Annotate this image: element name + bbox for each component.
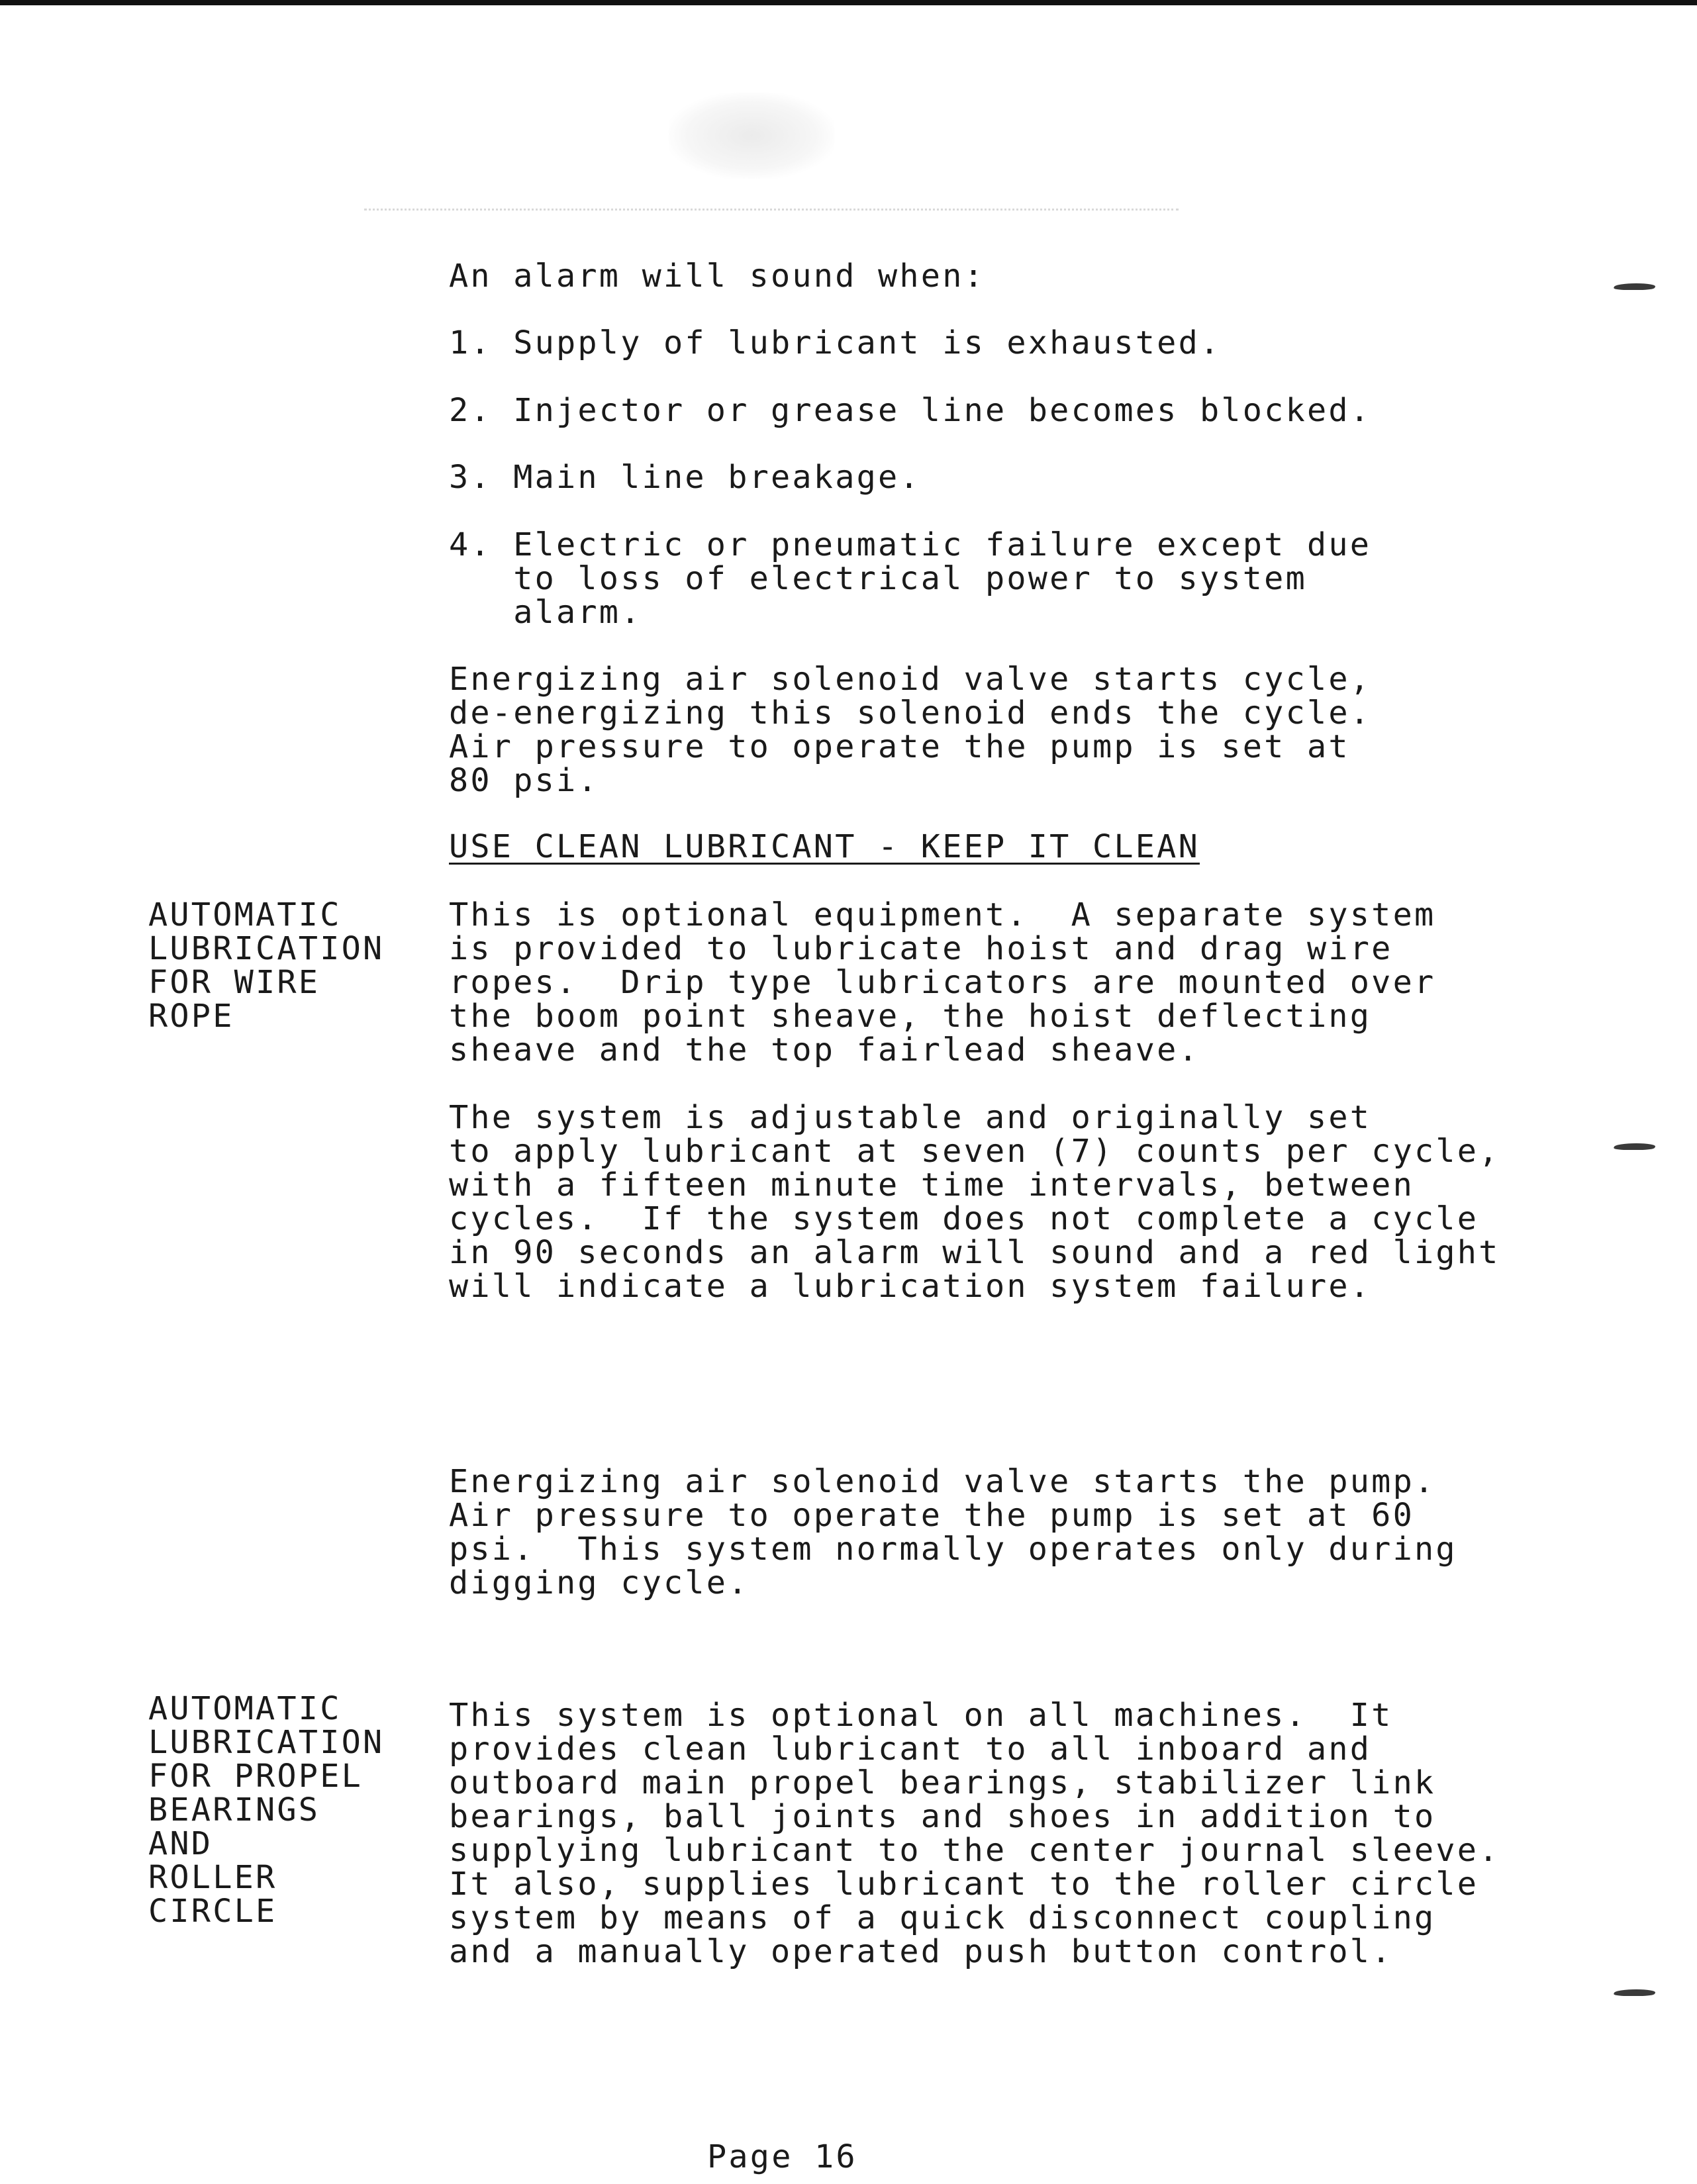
wire-rope-paragraph: The system is adjustable and originally set to apply lubricant at seven (7) counts per cycle, with a fifteen minute time intervals, between cycles. If the system does not complete a cycle in 90 seconds an alarm will sound and a red light will indicate a lubrication system failure.: [449, 1099, 1500, 1305]
page-number: Page 16: [707, 2138, 857, 2175]
alarm-list-item: 4. Electric or pneumatic failure except due to loss of electrical power to system alarm.: [449, 526, 1372, 631]
side-heading-propel: AUTOMATIC LUBRICATION FOR PROPEL BEARINGS AND ROLLER CIRCLE: [148, 1690, 385, 1930]
binder-hole-mark: [1613, 1989, 1657, 1996]
alarm-list-item: 3. Main line breakage.: [449, 459, 921, 496]
wire-rope-paragraph: Energizing air solenoid valve starts the pump. Air pressure to operate the pump is set at 60 psi. This system normally operates only during digging cycle.: [449, 1463, 1457, 1601]
top-edge-rule: [0, 0, 1697, 5]
side-heading-wire-rope: AUTOMATIC LUBRICATION FOR WIRE ROPE: [148, 896, 385, 1035]
faded-header-line: [364, 209, 1179, 213]
wire-rope-paragraph: This is optional equipment. A separate system is provided to lubricate hoist and drag wire ropes. Drip type lubricators are mounted over the boom point sheave, the hoist deflecting sheave and the top fairlead sheave.: [449, 896, 1436, 1068]
binder-hole-mark: [1613, 283, 1657, 290]
alarm-list-item: 2. Injector or grease line becomes blocked.: [449, 392, 1372, 429]
clean-lubricant-heading: USE CLEAN LUBRICANT - KEEP IT CLEAN: [449, 828, 1200, 865]
propel-paragraph: This system is optional on all machines. It provides clean lubricant to all inboard and outboard main propel bearings, stabilizer link bearings, ball joints and shoes in addition to supplying lubricant to the center journal sleeve. It also, supplies lubricant to the roller circle system by means of a quick disconnect coupling and a manually operated push button control.: [449, 1697, 1500, 1970]
binder-hole-mark: [1613, 1143, 1657, 1150]
alarm-intro: An alarm will sound when:: [449, 258, 985, 295]
alarm-list-item: 1. Supply of lubricant is exhausted.: [449, 324, 1222, 361]
cycle-paragraph: Energizing air solenoid valve starts cycle, de-energizing this solenoid ends the cycle. Air pressure to operate the pump is set at 80 psi.: [449, 661, 1372, 799]
faded-letterhead-mark: [669, 93, 834, 179]
